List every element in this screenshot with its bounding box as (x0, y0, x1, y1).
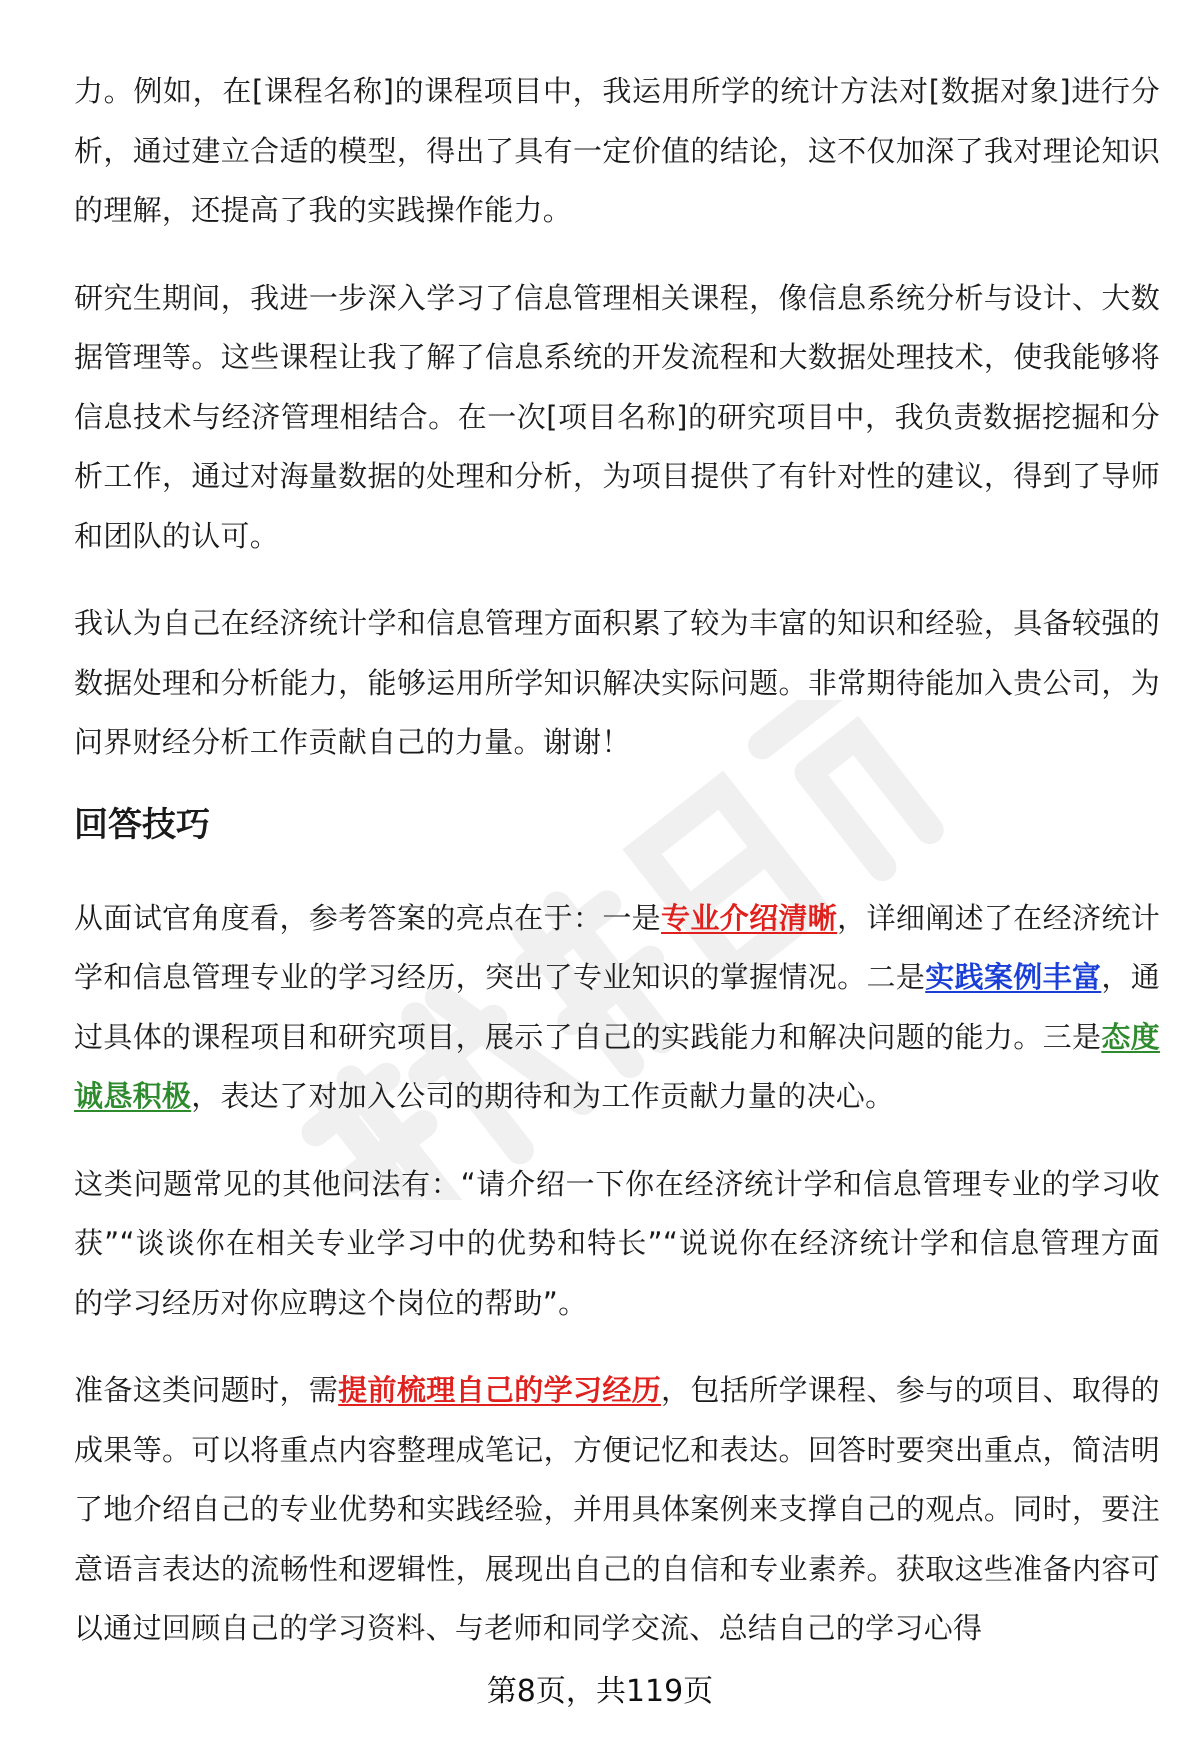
paragraph (74, 889, 1160, 1127)
highlight-text: 提前梳理自己的学习经历 (338, 1373, 662, 1407)
tips-section (74, 889, 1160, 1659)
body-text: 我认为自己在经济统计学和信息管理方面积累了较为丰富的知识和经验，具备较强的数据处理和分析能力，能够运用所学知识解决实际问题。非常期待能加入贵公司，为问界财经分析工作贡献自己的力量。谢谢！ (74, 606, 1160, 759)
body-text: ，通过具体的课程项目和研究项目，展示了自己的实践能力和解决问题的能力。三是 (74, 960, 1160, 1054)
paragraph (74, 62, 1160, 241)
body-text: 力。例如，在[课程名称]的课程项目中，我运用所学的统计方法对[数据对象]进行分析，通过建立合适的模型，得出了具有一定价值的结论，这不仅加深了我对理论知识的理解，还提高了我的实践操作能力。 (74, 74, 1160, 227)
page-footer: 第8页，共119页 (486, 1674, 714, 1709)
paragraph (74, 1155, 1160, 1334)
section-title: 回答技巧 (74, 804, 210, 845)
body-text: ，详细阐述了在经济统计学和信息管理专业的学习经历，突出了专业知识的掌握情况。二是 (74, 900, 1160, 994)
highlight-text: 专业介绍清晰 (661, 900, 838, 935)
highlight-text: 实践案例丰富 (925, 960, 1102, 994)
body-text: ，表达了对加入公司的期待和为工作贡献力量的决心。 (191, 1079, 895, 1113)
highlight-text: 态度诚恳积极 (74, 1019, 1160, 1113)
body-text: 从面试官角度看，参考答案的亮点在于：一是 (74, 900, 662, 935)
paragraph (74, 1361, 1160, 1659)
body-text: ，包括所学课程、参与的项目、取得的成果等。可以将重点内容整理成笔记，方便记忆和表达。回答时要突出重点，简洁明了地介绍自己的专业优势和实践经验，并用具体案例来支撑自己的观点。同时，要注意语言表达的流畅性和逻辑性，展现出自己的自信和专业素养。获取这些准备内容可以通过回顾自己的学习资料、与老师和同学交流、总结自己的学习心得 (74, 1373, 1160, 1645)
answer-continuation (74, 62, 1160, 773)
body-text: 这类问题常见的其他问法有：“请介绍一下你在经济统计学和信息管理专业的学习收获”“谈谈你在相关专业学习中的优势和特长”“说说你在经济统计学和信息管理方面的学习经历对你应聘这个岗位的帮助”。 (74, 1166, 1160, 1320)
body-text: 准备这类问题时，需 (74, 1373, 339, 1407)
document-body (74, 62, 1160, 1687)
paragraph (74, 269, 1160, 567)
body-text: 研究生期间，我进一步深入学习了信息管理相关课程，像信息系统分析与设计、大数据管理等。这些课程让我了解了信息系统的开发流程和大数据处理技术，使我能够将信息技术与经济管理相结合。在一次[项目名称]的研究项目中，我负责数据挖掘和分析工作，通过对海量数据的处理和分析，为项目提供了有针对性的建议，得到了导师和团队的认可。 (74, 280, 1160, 553)
paragraph (74, 594, 1160, 773)
